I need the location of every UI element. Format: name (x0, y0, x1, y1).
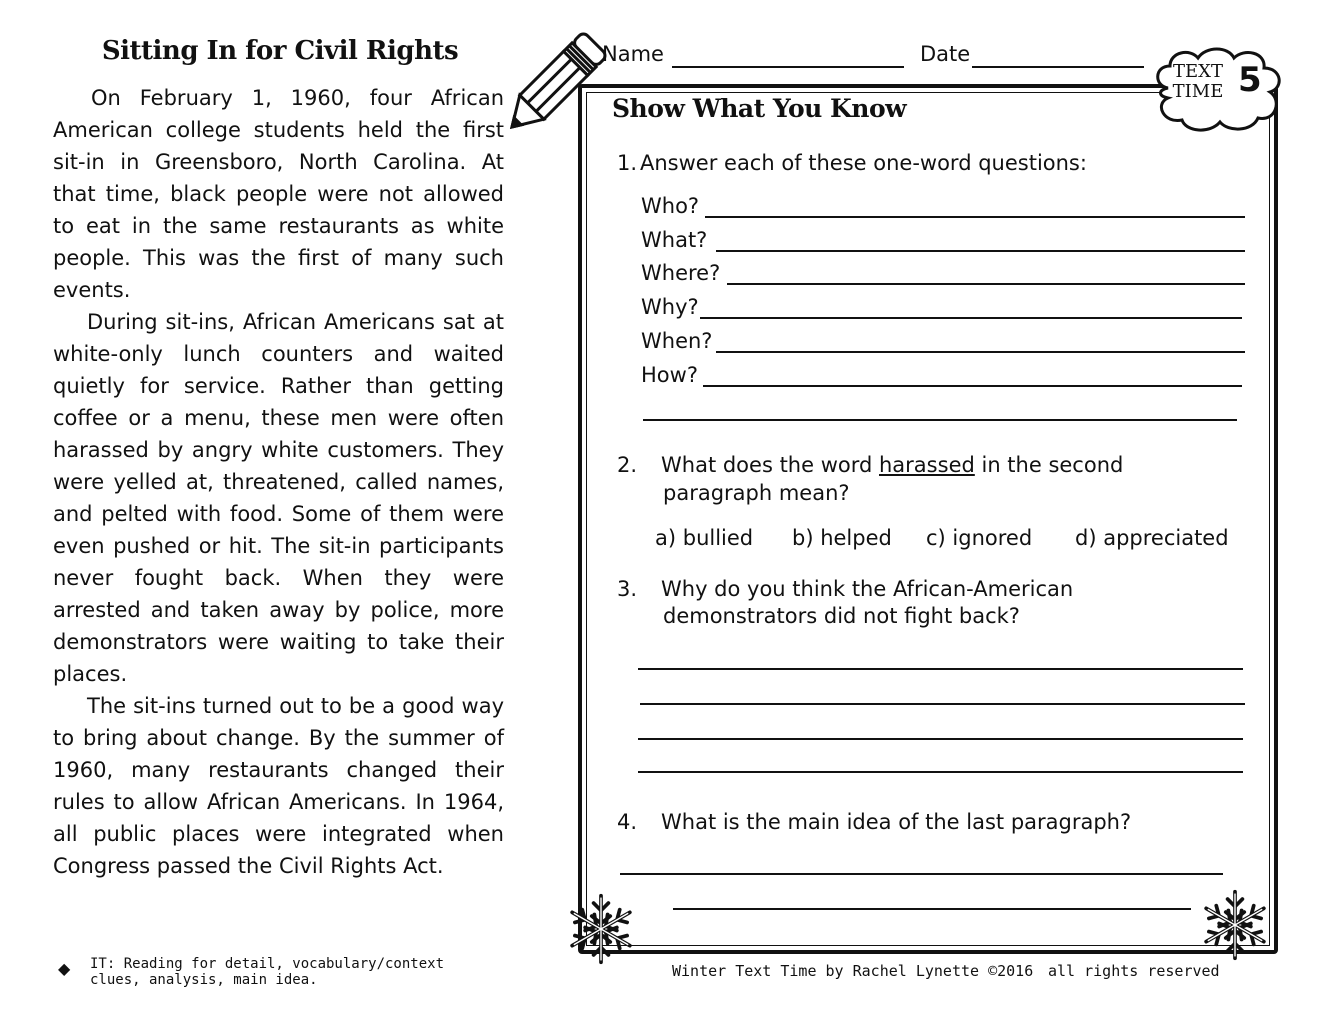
q4-answer-line-2[interactable] (673, 908, 1191, 910)
passage-title: Sitting In for Civil Rights (101, 36, 459, 66)
q2-text-after: in the second (974, 453, 1124, 477)
q2-text (661, 453, 1123, 477)
q2-text-before: What does the word (661, 453, 879, 477)
q1-answer-when[interactable] (716, 351, 1245, 353)
passage-paragraph-2: During sit-ins, African Americans sat at white-only lunch counters and waited quietly for service. Rather than getting coffee or a menu, these men were often harassed by angry white customers. They were yelled at, threatened, called names, and pelted with food. Some of them were even pushed or hit. The sit-in participants never fought back. When they were arrested and taken away by police, more demonstrators were waiting to take their places. (53, 310, 504, 686)
q1-prompt-who: Who? (641, 194, 700, 218)
snowflake-icon (1198, 888, 1272, 962)
diamond-bullet-icon: ◆ (58, 959, 71, 978)
q1-answer-where[interactable] (727, 283, 1245, 285)
name-field[interactable] (672, 66, 904, 68)
q1-text: Answer each of these one-word questions: (640, 151, 1087, 175)
q3-answer-line-2[interactable] (640, 703, 1245, 705)
q4-number: 4. (617, 810, 638, 834)
q3-answer-line-3[interactable] (638, 738, 1243, 740)
badge-number: 5 (1238, 60, 1262, 100)
q3-text-line1: Why do you think the African-American (661, 577, 1074, 601)
footer-credit: Winter Text Time by Rachel Lynette ©2016 (672, 962, 1034, 980)
q1-answer-who[interactable] (705, 216, 1245, 218)
q1-prompt-how: How? (641, 363, 698, 387)
badge-label-text: TEXT (1173, 61, 1223, 82)
q1-answer-why[interactable] (700, 317, 1242, 319)
worksheet-heading: Show What You Know (612, 94, 910, 123)
q2-option-d[interactable]: d) appreciated (1075, 526, 1229, 550)
q1-prompt-when: When? (641, 329, 713, 353)
q3-answer-line-4[interactable] (638, 771, 1243, 773)
passage-paragraph-1: On February 1, 1960, four African American college students held the first sit-in in Greensboro, North Carolina. At that time, black people were not allowed to eat in the same restaurants as white people. This was the first of many such events. (53, 86, 504, 302)
q4-text: What is the main idea of the last paragraph? (661, 810, 1132, 834)
q1-answer-what[interactable] (716, 250, 1245, 252)
q1-answer-how[interactable] (703, 385, 1242, 387)
q1-answer-extra[interactable] (643, 419, 1237, 421)
q2-option-a[interactable]: a) bullied (655, 526, 754, 550)
q3-number: 3. (617, 577, 638, 601)
q2-keyword: harassed (879, 453, 975, 477)
q1-number: 1. (617, 151, 638, 175)
badge-label (1168, 62, 1228, 102)
name-label: Name (602, 42, 664, 66)
date-label: Date (920, 42, 971, 66)
badge-label-time: TIME (1172, 81, 1224, 102)
q1-prompt-where: Where? (641, 261, 721, 285)
passage-paragraph-3: The sit-ins turned out to be a good way to bring about change. By the summer of 1960, many restaurants changed their rules to allow African Americans. In 1964, all public places were integrated when Congress passed the Civil Rights Act. (53, 694, 504, 878)
q2-number: 2. (617, 453, 638, 477)
q4-answer-line-1[interactable] (620, 873, 1223, 875)
q2-text-line2: paragraph mean? (663, 481, 850, 505)
footer-rights: all rights reserved (1048, 962, 1220, 980)
q3-text-line2: demonstrators did not fight back? (663, 604, 1020, 628)
passage-body (53, 82, 504, 882)
date-field[interactable] (972, 66, 1144, 68)
q2-option-c[interactable]: c) ignored (926, 526, 1033, 550)
q1-prompt-what: What? (641, 228, 708, 252)
q2-option-b[interactable]: b) helped (792, 526, 892, 550)
skills-note: IT: Reading for detail, vocabulary/context clues, analysis, main idea. (90, 956, 445, 988)
snowflake-icon (564, 892, 638, 966)
q1-prompt-why: Why? (641, 295, 699, 319)
q3-answer-line-1[interactable] (638, 668, 1243, 670)
